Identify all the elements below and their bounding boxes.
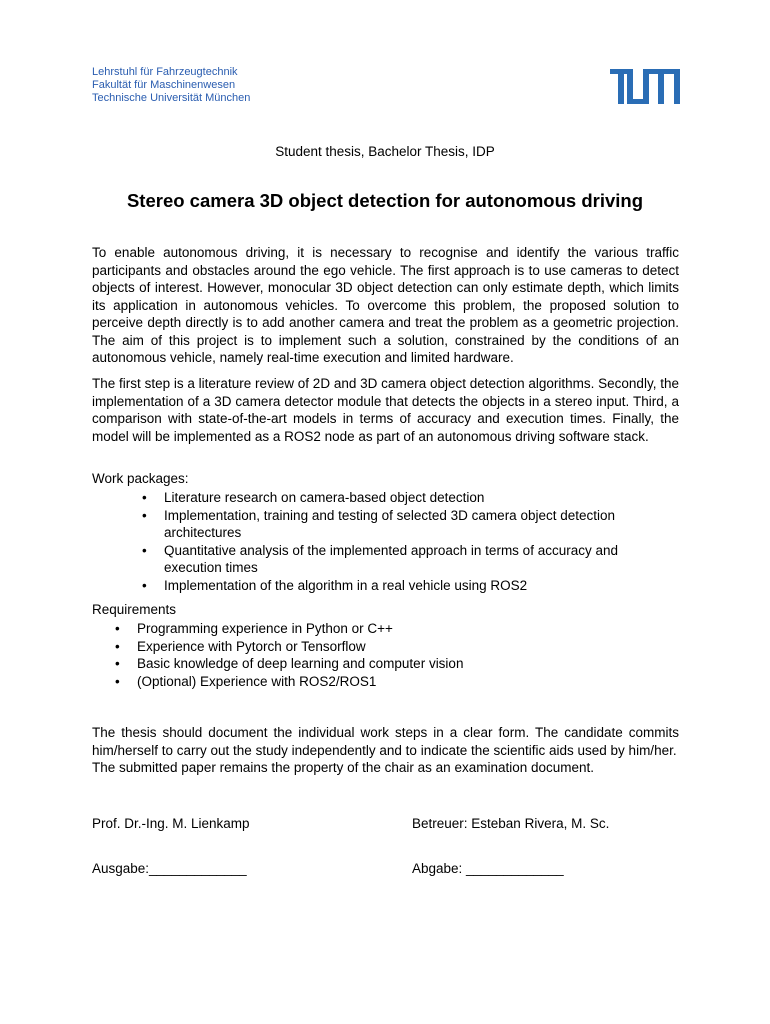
bullet-icon: •	[142, 507, 147, 523]
list-item: • Basic knowledge of deep learning and computer vision	[115, 656, 464, 671]
list-item: • Programming experience in Python or C++	[115, 621, 393, 636]
bullet-icon: •	[115, 656, 120, 671]
list-item: • Experience with Pytorch or Tensorflow	[115, 638, 366, 654]
bullet-icon: •	[142, 577, 147, 593]
issue-date-field: Ausgabe:_____________	[92, 861, 247, 876]
work-packages-label: Work packages:	[92, 471, 189, 486]
work-packages-list	[142, 489, 677, 594]
tum-logo	[610, 69, 680, 104]
bullet-icon: •	[142, 490, 147, 505]
header-line-faculty: Fakultät für Maschinenwesen	[92, 79, 236, 91]
bullet-icon: •	[115, 673, 120, 689]
list-item: • Literature research on camera-based object detection	[142, 490, 485, 505]
chair-header	[92, 66, 250, 105]
intro-paragraph: To enable autonomous driving, it is necessary to recognise and identify the various traffic participants and obstacles around the ego vehicle. The first approach is to use cameras to detect objects of interest. However, monocular 3D object detection can only estimate depth, which limits its application in autonomous vehicles. To overcome this problem, the proposed solution to perceive depth directly is to add another camera and treat the problem as a geometric projection. The aim of this project is to implement such a solution, constrained by the conditions of an autonomous vehicle, namely real-time execution and limited hardware.	[92, 245, 679, 365]
supervisor-name: Betreuer: Esteban Rivera, M. Sc.	[412, 816, 610, 831]
bullet-icon: •	[115, 638, 120, 654]
page-title: Stereo camera 3D object detection for autonomous driving	[126, 190, 644, 211]
bullet-icon: •	[115, 621, 120, 636]
professor-name: Prof. Dr.-Ing. M. Lienkamp	[92, 816, 250, 831]
closing-paragraph: The thesis should document the individual work steps in a clear form. The candidate commits him/herself to carry out the study independently and to indicate the scientific aids used by him/her.	[92, 725, 679, 758]
requirements-list	[115, 620, 675, 690]
list-item: • Implementation of the algorithm in a real vehicle using ROS2	[142, 577, 528, 593]
closing-property-note: The submitted paper remains the property of the chair as an examination document.	[92, 760, 595, 775]
list-item: • Quantitative analysis of the implemented approach in terms of accuracy and execution times	[142, 542, 618, 575]
thesis-type: Student thesis, Bachelor Thesis, IDP	[275, 144, 495, 159]
list-item: • Implementation, training and testing of selected 3D camera object detection architectures	[142, 507, 616, 540]
list-item: • (Optional) Experience with ROS2/ROS1	[115, 673, 377, 689]
header-line-university: Technische Universität München	[92, 92, 251, 104]
closing-text	[92, 724, 679, 777]
bullet-icon: •	[142, 542, 147, 558]
submission-date-field: Abgabe: _____________	[412, 861, 564, 876]
method-paragraph: The first step is a literature review of 2D and 3D camera object detection algorithms. Secondly, the implementation of a 3D camera detector module that detects the objects in a stereo input. Third, a comparison with state-of-the-art models in terms of accuracy and execution times. Finally, the model will be implemented as a ROS2 node as part of an autonomous driving software stack.	[92, 376, 679, 444]
header-line-chair: Lehrstuhl für Fahrzeugtechnik	[92, 66, 238, 78]
requirements-label: Requirements	[92, 602, 177, 617]
